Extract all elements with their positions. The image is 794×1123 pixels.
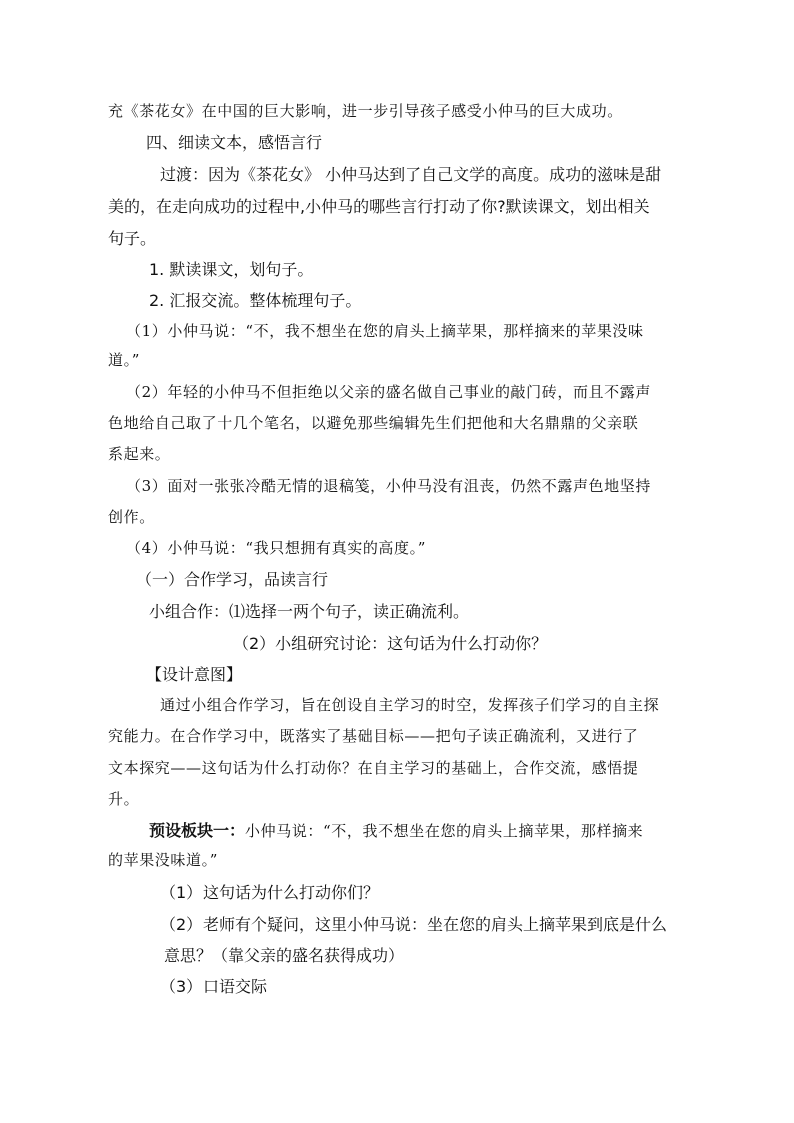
preset-block-text: 小仲马说：“不，我不想坐在您的肩头上摘苹果，那样摘来: [245, 822, 644, 840]
list-item-text: 意思？（靠父亲的盛名获得成功）: [164, 946, 405, 965]
paragraph-line: 究能力。在合作学习中，既落实了基础目标——把句子读正确流利，又进行了: [108, 727, 639, 745]
list-item-text: 这句话为什么打动你们？: [203, 883, 380, 902]
quote-line: （1）小仲马说：“不，我不想坐在您的肩头上摘苹果，那样摘来的苹果没味: [126, 322, 644, 340]
paragraph-line: 美的，在走向成功的过程中,小仲马的哪些言行打动了你?默读课文，划出相关: [108, 197, 650, 216]
design-intent-heading: 【设计意图】: [146, 665, 243, 684]
section-heading: 四、细读文本，感悟言行: [146, 133, 323, 152]
list-item-text: 老师有个疑问，这里小仲马说：坐在您的肩头上摘苹果到底是什么: [203, 915, 668, 934]
step-item: 2. 汇报交流。整体梳理句子。: [149, 291, 362, 310]
paragraph-line: 通过小组合作学习，旨在创设自主学习的时空，发挥孩子们学习的自主探: [160, 696, 660, 714]
preset-block-label: 预设板块一：: [149, 821, 246, 840]
paragraph-line: 过渡：因为《茶花女》 小仲马达到了自己文学的高度。成功的滋味是甜: [160, 165, 662, 184]
paragraph-line: 升。: [108, 790, 140, 808]
quote-line: 创作。: [108, 508, 155, 526]
quote-line: 系起来。: [108, 445, 171, 463]
quote-line: （2）年轻的小仲马不但拒绝以父亲的盛名做自己事业的敲门砖，而且不露声: [126, 383, 651, 401]
quote-line: （4）小仲马说：“我只想拥有真实的高度。”: [126, 539, 426, 557]
quote-line: 色地给自己取了十几个笔名，以避免那些编辑先生们把他和大名鼎鼎的父亲联: [108, 414, 639, 432]
paragraph-line: 文本探究——这句话为什么打动你？在自主学习的基础上，合作交流，感悟提: [108, 759, 639, 777]
paragraph-line: 句子。: [108, 229, 157, 248]
quote-line: 道。”: [108, 351, 140, 369]
paragraph-line: （2）小组研究讨论：这句话为什么打动你？: [233, 634, 548, 653]
list-item-number: （3）: [160, 977, 203, 996]
step-item: 1. 默读课文，划句子。: [149, 260, 314, 279]
list-item-number: （1）: [160, 883, 203, 902]
preset-block-line: [149, 823, 643, 839]
list-item-number: （2）: [160, 915, 203, 934]
paragraph-line: 小组合作：⑴选择一两个句子，读正确流利。: [149, 602, 470, 621]
paragraph-line: 的苹果没味道。”: [108, 851, 218, 869]
paragraph-line: 充《茶花女》在中国的巨大影响，进一步引导孩子感受小仲马的巨大成功。: [108, 102, 623, 120]
list-item-text: 口语交际: [203, 977, 268, 996]
subsection-heading: （一）合作学习，品读言行: [136, 570, 329, 589]
quote-line: （3）面对一张张冷酷无情的退稿笺，小仲马没有沮丧，仍然不露声色地坚持: [126, 477, 651, 495]
